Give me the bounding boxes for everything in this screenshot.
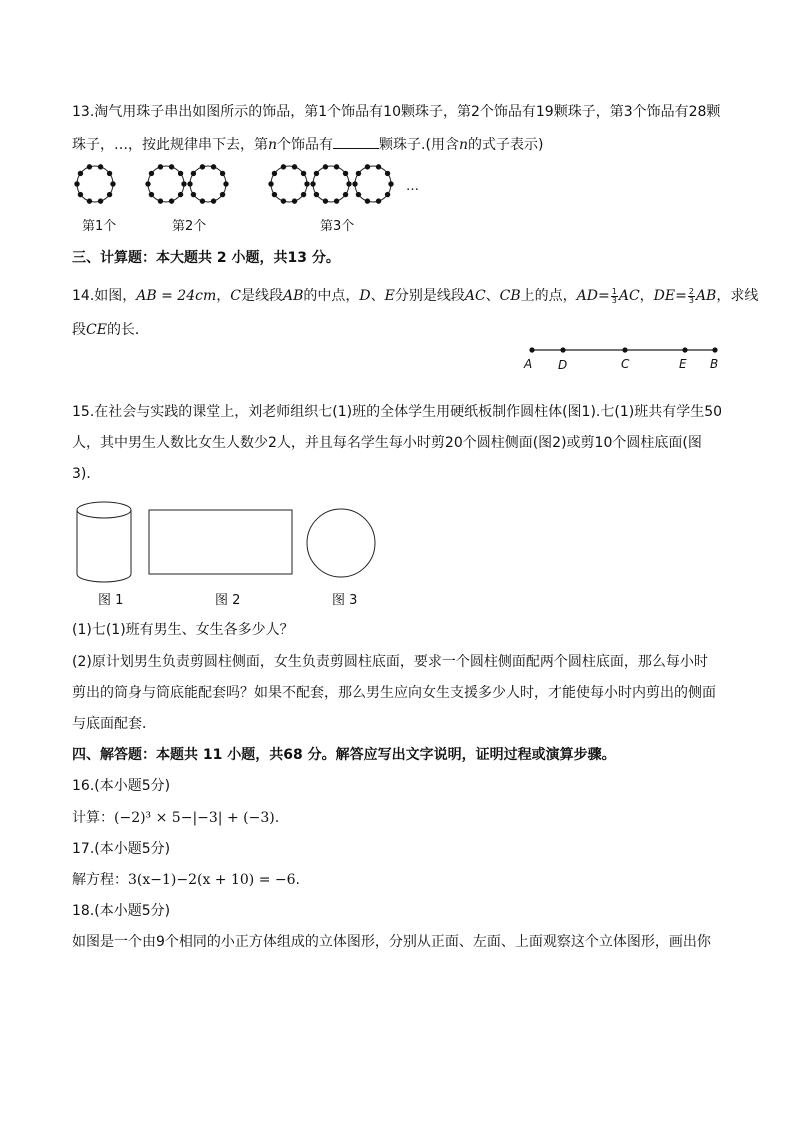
bead [346,181,351,186]
bead-string [313,166,349,202]
bead [356,171,361,176]
q17-expression: 3(x−1)−2(x + 10) = −6 [128,872,296,888]
q14-t10: ，求线 [716,288,759,304]
q13-answer-blank [333,134,379,149]
bead [98,164,103,169]
bead [178,192,183,197]
q15-figures [70,496,390,612]
q13-label-1: 第1个 [82,219,117,234]
q14-de: DE [653,288,676,304]
bead [292,164,297,169]
bead [376,198,381,203]
point-b-label: B [710,357,719,371]
q14-t1: 14.如图， [72,288,137,304]
q14-d: D [359,288,371,304]
q15-line1: 15.在社会与实践的课堂上，刘老师组织七(1)班的全体学生用硬纸板制作圆柱体(图1).七(1)班共有学生50 [72,404,723,420]
q14-c: C [230,288,241,304]
bead [323,164,328,169]
bead [220,192,225,197]
q14-t7: 、 [485,288,500,304]
bead [78,192,83,197]
bead [191,192,196,197]
bead [211,198,216,203]
fig1-label: 图 1 [98,593,124,608]
bead-string [148,166,184,202]
bead [343,171,348,176]
bead [388,181,393,186]
rectangle-figure [149,510,292,574]
q14-f1-num: 1 [611,286,617,296]
q14-ac: AC [464,288,486,304]
bead [292,198,297,203]
bead [87,198,92,203]
q13-ellipsis: … [406,179,419,194]
q14-line1 [72,286,758,306]
q14-t2: ， [216,288,231,304]
bead [301,171,306,176]
q15-line2: 人，其中男生人数比女生人数少2人，并且每名学生每小时剪20个圆柱侧面(图2)或剪10个圆柱底面(图 [72,435,702,451]
bead [87,164,92,169]
bead-string [77,166,113,202]
bead [223,181,228,186]
bead-ring [187,164,228,204]
point-d-label: D [558,358,568,372]
q14-l2b: 的长． [106,322,149,338]
q17-label: 解方程： [72,872,128,888]
bead [281,198,286,203]
q13-label-2: 第2个 [172,219,207,234]
bead [334,198,339,203]
q14-t9: ， [639,288,654,304]
q14-fraction-2 [688,288,695,305]
q14-f2-den: 3 [688,295,694,305]
q14-t8: 上的点， [520,288,577,304]
section4-heading: 四、解答题：本题共 11 小题，共68 分。解答应写出文字说明，证明过程或演算步骤。 [72,747,616,763]
bead [376,164,381,169]
q16-end: . [274,810,280,826]
q13-bead-figure [60,160,440,236]
q17-body [72,870,300,890]
bead [356,192,361,197]
q14-ab-eq: AB = 24cm [136,288,217,304]
bead [158,198,163,203]
bead [323,198,328,203]
q14-cb: CB [499,288,521,304]
circle-figure [307,509,375,577]
point-b-dot [712,347,717,352]
q15-sub1: (1)七(1)班有男生、女生各多少人？ [72,622,294,638]
bead [310,181,315,186]
bead [272,192,277,197]
bead [149,171,154,176]
bead [314,171,319,176]
bead [268,181,273,186]
bead-ring [268,164,309,204]
bead [272,171,277,176]
bead [98,198,103,203]
section3-heading: 三、计算题：本大题共 2 小题，共13 分。 [72,250,340,266]
bead [211,164,216,169]
bead-ring [145,164,186,204]
bead [385,192,390,197]
q13-line2-text-a: 珠子，…，按此规律串下去，第 [72,137,268,153]
q13-label-3: 第3个 [320,219,355,234]
q13-n-variable: n [268,137,278,153]
q14-line2 [72,320,149,340]
bead [169,198,174,203]
bead [385,171,390,176]
bead [107,171,112,176]
q18-title: 18.(本小题5分) [72,903,171,919]
q14-ab: AB [282,288,304,304]
bead-ring [74,164,115,204]
bead [200,164,205,169]
point-c-label: C [621,357,630,371]
q16-body [72,808,279,828]
bead-ring [352,164,393,204]
bead-ring [310,164,351,204]
point-c-dot [622,347,627,352]
q14-t5: 、 [370,288,385,304]
point-a-dot [529,347,534,352]
q14-t4: 的中点， [303,288,360,304]
q14-ab-2: AB [695,288,717,304]
q15-line3: 3)． [72,466,101,482]
bead [352,181,357,186]
q13-line2-text-c: 颗珠子.(用含 [379,137,459,153]
cylinder-figure [77,502,131,582]
bead [181,181,186,186]
bead [314,192,319,197]
bead [365,164,370,169]
bead [343,192,348,197]
q14-fraction-1 [611,288,618,305]
q14-f1-den: 3 [611,295,617,305]
q14-e: E [384,288,395,304]
q14-f2-num: 2 [688,286,694,296]
bead [304,181,309,186]
bead-string [190,166,226,202]
bead-rings [74,164,393,204]
bead [178,171,183,176]
bead [145,181,150,186]
bead [187,181,192,186]
q16-title: 16.(本小题5分) [72,778,171,794]
bead [78,171,83,176]
bead [220,171,225,176]
q14-eq1: = [598,288,610,304]
q15-sub2-line2: 剪出的筒身与筒底能配套吗？如果不配套，那么男生应向女生支援多少人时，才能使每小时内剪出的侧面 [72,685,716,701]
q14-l2a: 段 [72,322,86,338]
q13-line2-text-d: 的式子表示) [467,137,544,153]
q13-line2-text-b: 个饰品有 [277,137,334,153]
q13-line2 [72,134,543,155]
q16-expression: (−2)³ × 5−|−3| + (−3) [114,810,275,826]
bead [107,192,112,197]
bead-string [271,166,307,202]
fig2-label: 图 2 [215,593,241,608]
q14-ad: AD [576,288,598,304]
point-e-label: E [679,357,687,371]
q17-title: 17.(本小题5分) [72,841,171,857]
bead [149,192,154,197]
bead [301,192,306,197]
q13-n-variable-2: n [458,137,468,153]
bead [158,164,163,169]
q14-t3: 是线段 [240,288,283,304]
bead-string [355,166,391,202]
point-d-dot [560,347,565,352]
bead [365,198,370,203]
point-a-label: A [524,357,533,371]
bead [200,198,205,203]
q14-t6: 分别是线段 [394,288,465,304]
q15-sub2-line3: 与底面配套． [72,716,156,732]
q14-ce: CE [86,322,107,338]
bead [110,181,115,186]
fig3-label: 图 3 [332,593,358,608]
q13-line1: 13.淘气用珠子串出如图所示的饰品，第1个饰品有10颗珠子，第2个饰品有19颗珠子，第3个饰品有28颗 [72,104,721,120]
bead [74,181,79,186]
q15-sub2-line1: (2)原计划男生负责剪圆柱侧面，女生负责剪圆柱底面，要求一个圆柱侧面配两个圆柱底面，那么每小时 [72,654,708,670]
q17-end: . [295,872,300,888]
q14-ac-2: AC [618,288,640,304]
q18-line1: 如图是一个由9个相同的小正方体组成的立体图形，分别从正面、左面、上面观察这个立体图形，画出你 [72,934,711,950]
bead [169,164,174,169]
bead [334,164,339,169]
bead [191,171,196,176]
bead [281,164,286,169]
q14-segment-figure [516,340,726,374]
q16-label: 计算： [72,810,114,826]
point-e-dot [682,347,687,352]
q14-eq2: = [675,288,687,304]
